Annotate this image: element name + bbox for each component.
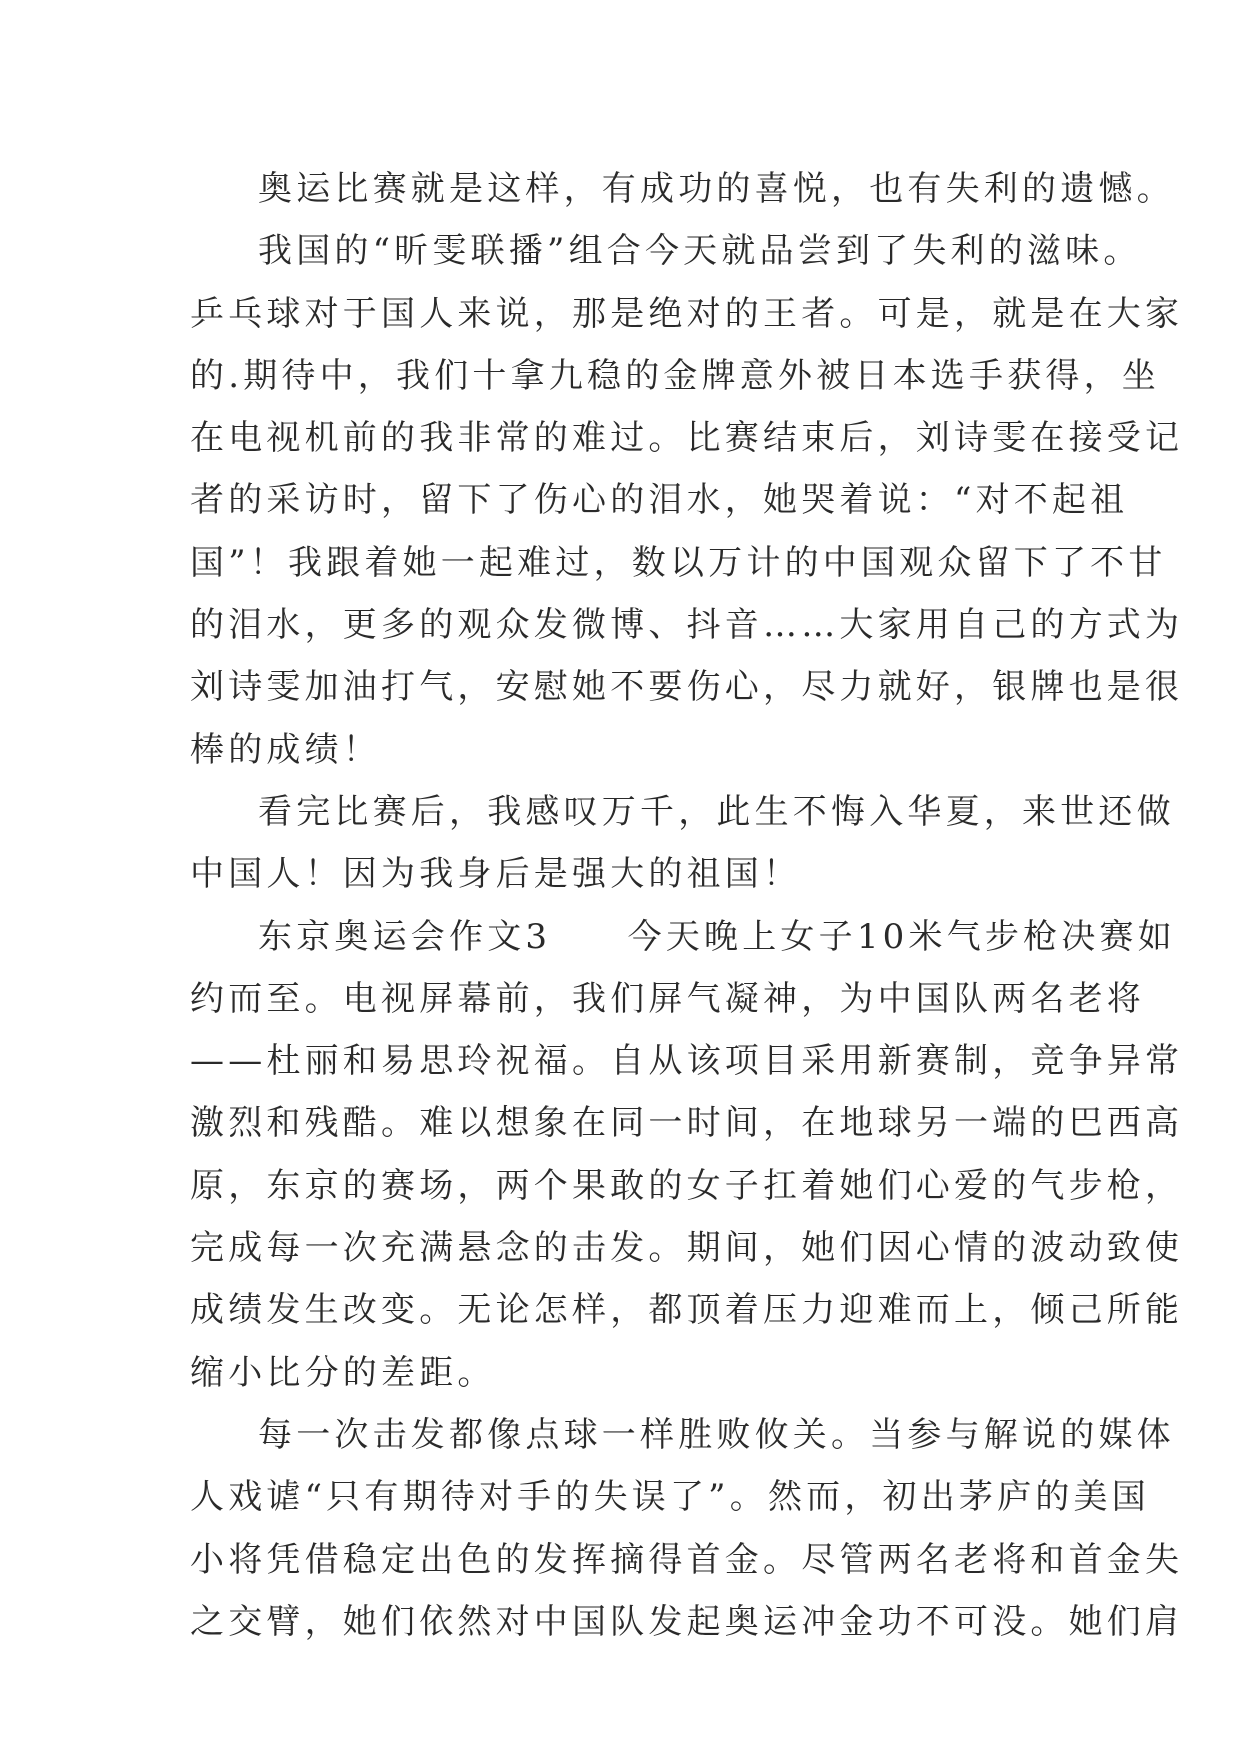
text-line: 者的采访时，留下了伤心的泪水，她哭着说：“对不起祖 (190, 480, 1129, 521)
text-line: 激烈和残酷。难以想象在同一时间，在地球另一端的巴西高 (190, 1103, 1184, 1144)
text-line: 的.期待中，我们十拿九稳的金牌意外被日本选手获得，坐 (190, 355, 1161, 396)
text-line: 乒乓球对于国人来说，那是绝对的王者。可是，就是在大家 (190, 293, 1184, 334)
text-line: 国”！我跟着她一起难过，数以万计的中国观众留下了不甘 (190, 542, 1167, 583)
text-line: 在电视机前的我非常的难过。比赛结束后，刘诗雯在接受记 (190, 418, 1184, 459)
text-line: 看完比赛后，我感叹万千，此生不悔入华夏，来世还做 (258, 791, 1175, 832)
text-line: 东京奥运会作文3 今天晚上女子10米气步枪决赛如 (258, 916, 1176, 957)
text-line: 成绩发生改变。无论怎样，都顶着压力迎难而上，倾己所能 (190, 1290, 1184, 1331)
text-line: 原，东京的赛场，两个果敢的女子扛着她们心爱的气步枪， (190, 1165, 1184, 1206)
text-line: 之交臂，她们依然对中国队发起奥运冲金功不可没。她们肩 (190, 1601, 1184, 1642)
text-line: 每一次击发都像点球一样胜败攸关。当参与解说的媒体 (258, 1414, 1175, 1455)
text-line: 刘诗雯加油打气，安慰她不要伤心，尽力就好，银牌也是很 (190, 667, 1184, 708)
text-line: 完成每一次充满悬念的击发。期间，她们因心情的波动致使 (190, 1228, 1184, 1269)
text-line: 中国人！因为我身后是强大的祖国！ (190, 854, 802, 895)
text-line: 约而至。电视屏幕前，我们屏气凝神，为中国队两名老将 (190, 978, 1145, 1019)
text-line: 人戏谑“只有期待对手的失误了”。然而，初出茅庐的美国 (190, 1477, 1150, 1518)
text-line: ——杜丽和易思玲祝福。自从该项目采用新赛制，竞争异常 (190, 1041, 1184, 1082)
text-line: 我国的“昕雯联播”组合今天就品尝到了失利的滋味。 (258, 231, 1142, 272)
text-line: 奥运比赛就是这样，有成功的喜悦，也有失利的遗憾。 (258, 169, 1175, 209)
text-line: 的泪水，更多的观众发微博、抖音……大家用自己的方式为 (190, 605, 1184, 646)
text-line: 缩小比分的差距。 (190, 1352, 496, 1393)
text-line: 棒的成绩！ (190, 729, 381, 770)
essay-body (190, 158, 1184, 1653)
text-line: 小将凭借稳定出色的发挥摘得首金。尽管两名老将和首金失 (190, 1539, 1184, 1580)
